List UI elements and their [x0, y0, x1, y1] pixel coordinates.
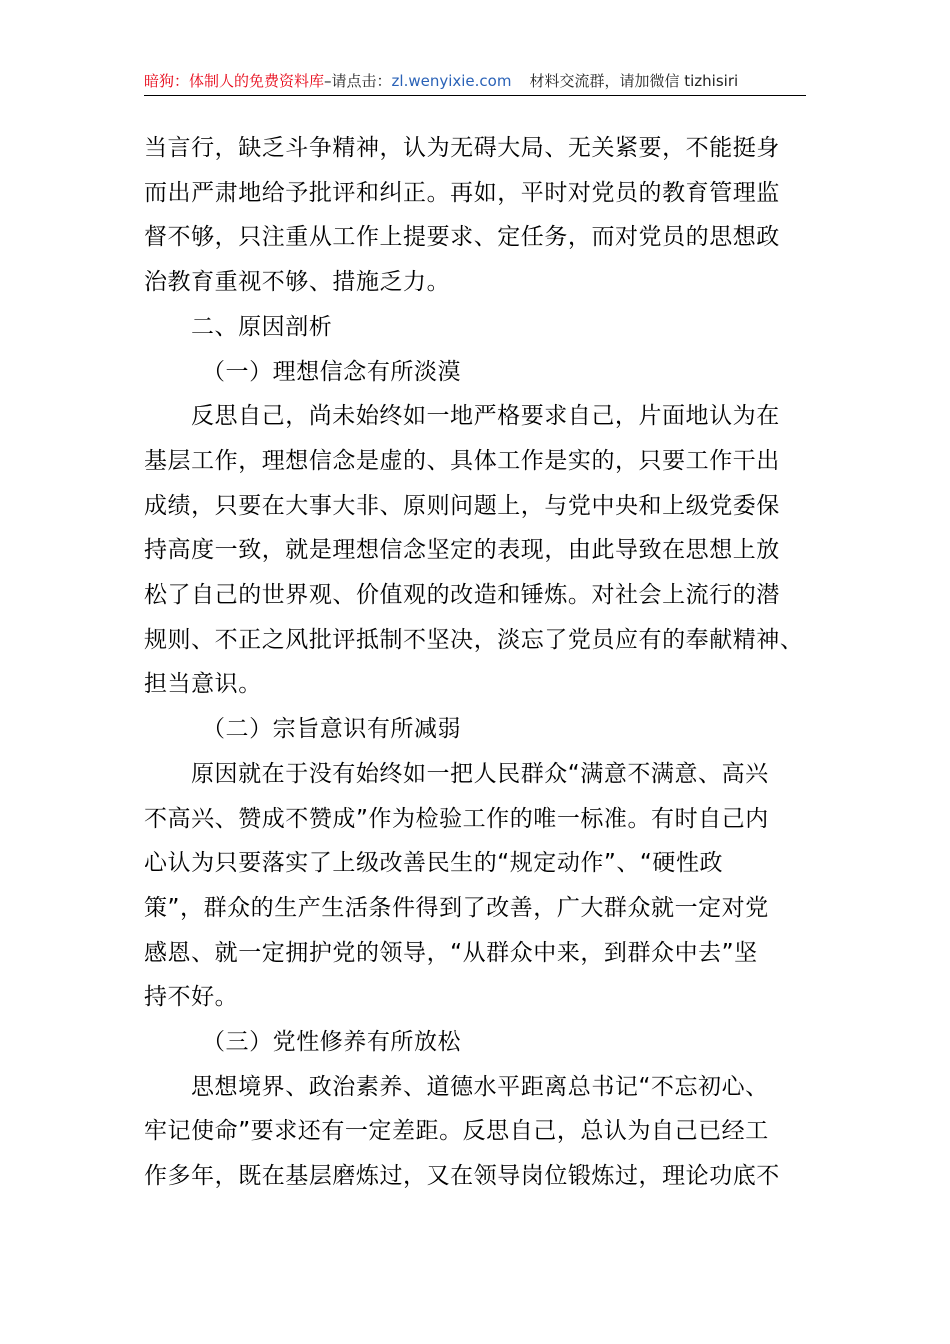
text-line: 督不够，只注重从工作上提要求、定任务，而对党员的思想政: [144, 224, 780, 251]
header-click-prompt: –请点击：: [324, 72, 392, 90]
header-site-name: 暗狗：体制人的免费资料库: [144, 72, 325, 90]
text-line: 牢记使命”要求还有一定差距。反思自己，总认为自己已经工: [144, 1118, 769, 1145]
text-line: 原因就在于没有始终如一把人民群众“满意不满意、高兴: [191, 760, 769, 787]
text-line: 策”，群众的生产生活条件得到了改善，广大群众就一定对党: [144, 894, 769, 921]
subheading-party-cultivation: [144, 1020, 806, 1065]
text-line: 基层工作，理想信念是虚的、具体工作是实的，只要工作干出: [144, 447, 780, 474]
text-line: 担当意识。: [144, 671, 262, 698]
text-line: 反思自己，尚未始终如一地严格要求自己，片面地认为在: [191, 403, 780, 430]
text-line: 作多年，既在基层磨炼过，又在领导岗位锻炼过，理论功底不: [144, 1163, 780, 1190]
paragraph-party-cultivation: [144, 1065, 806, 1199]
text-line: 感恩、就一定拥护党的领导，“从群众中来，到群众中去”坚: [144, 939, 758, 966]
header-divider: [144, 95, 806, 96]
text-line: 当言行，缺乏斗争精神，认为无碍大局、无关紧要，不能挺身: [144, 135, 780, 161]
heading-text: 二、原因剖析: [191, 313, 333, 340]
heading-text: （三）党性修养有所放松: [202, 1029, 462, 1056]
subheading-ideals-faith: [144, 350, 806, 395]
header-url-link[interactable]: zl.wenyixie.com: [391, 72, 512, 90]
heading-text: （一）理想信念有所淡漠: [202, 358, 462, 385]
text-line: 心认为只要落实了上级改善民生的“规定动作”、“硬性政: [144, 850, 724, 877]
paragraph-ideals-faith: [144, 394, 806, 707]
section-heading-cause-analysis: [144, 305, 806, 350]
text-line: 成绩，只要在大事大非、原则问题上，与党中央和上级党委保: [144, 492, 780, 519]
page-header: [144, 70, 806, 94]
text-line: 治教育重视不够、措施乏力。: [144, 269, 451, 296]
text-line: 规则、不正之风批评抵制不坚决，淡忘了党员应有的奉献精神、: [144, 626, 804, 653]
text-line: 而出严肃地给予批评和纠正。再如，平时对党员的教育管理监: [144, 179, 780, 206]
heading-text: （二）宗旨意识有所减弱: [202, 716, 462, 743]
header-contact: 材料交流群，请加微信 tizhisiri: [529, 72, 739, 90]
text-line: 思想境界、政治素养、道德水平距离总书记“不忘初心、: [191, 1073, 769, 1100]
text-line: 持高度一致，就是理想信念坚定的表现，由此导致在思想上放: [144, 537, 780, 564]
text-line: 松了自己的世界观、价值观的改造和锤炼。对社会上流行的潜: [144, 582, 780, 609]
document-body: [144, 126, 806, 1199]
paragraph-continuation: [144, 126, 806, 305]
subheading-purpose-awareness: [144, 707, 806, 752]
text-line: 持不好。: [144, 984, 239, 1011]
text-line: 不高兴、赞成不赞成”作为检验工作的唯一标准。有时自己内: [144, 805, 769, 832]
paragraph-purpose-awareness: [144, 752, 806, 1020]
